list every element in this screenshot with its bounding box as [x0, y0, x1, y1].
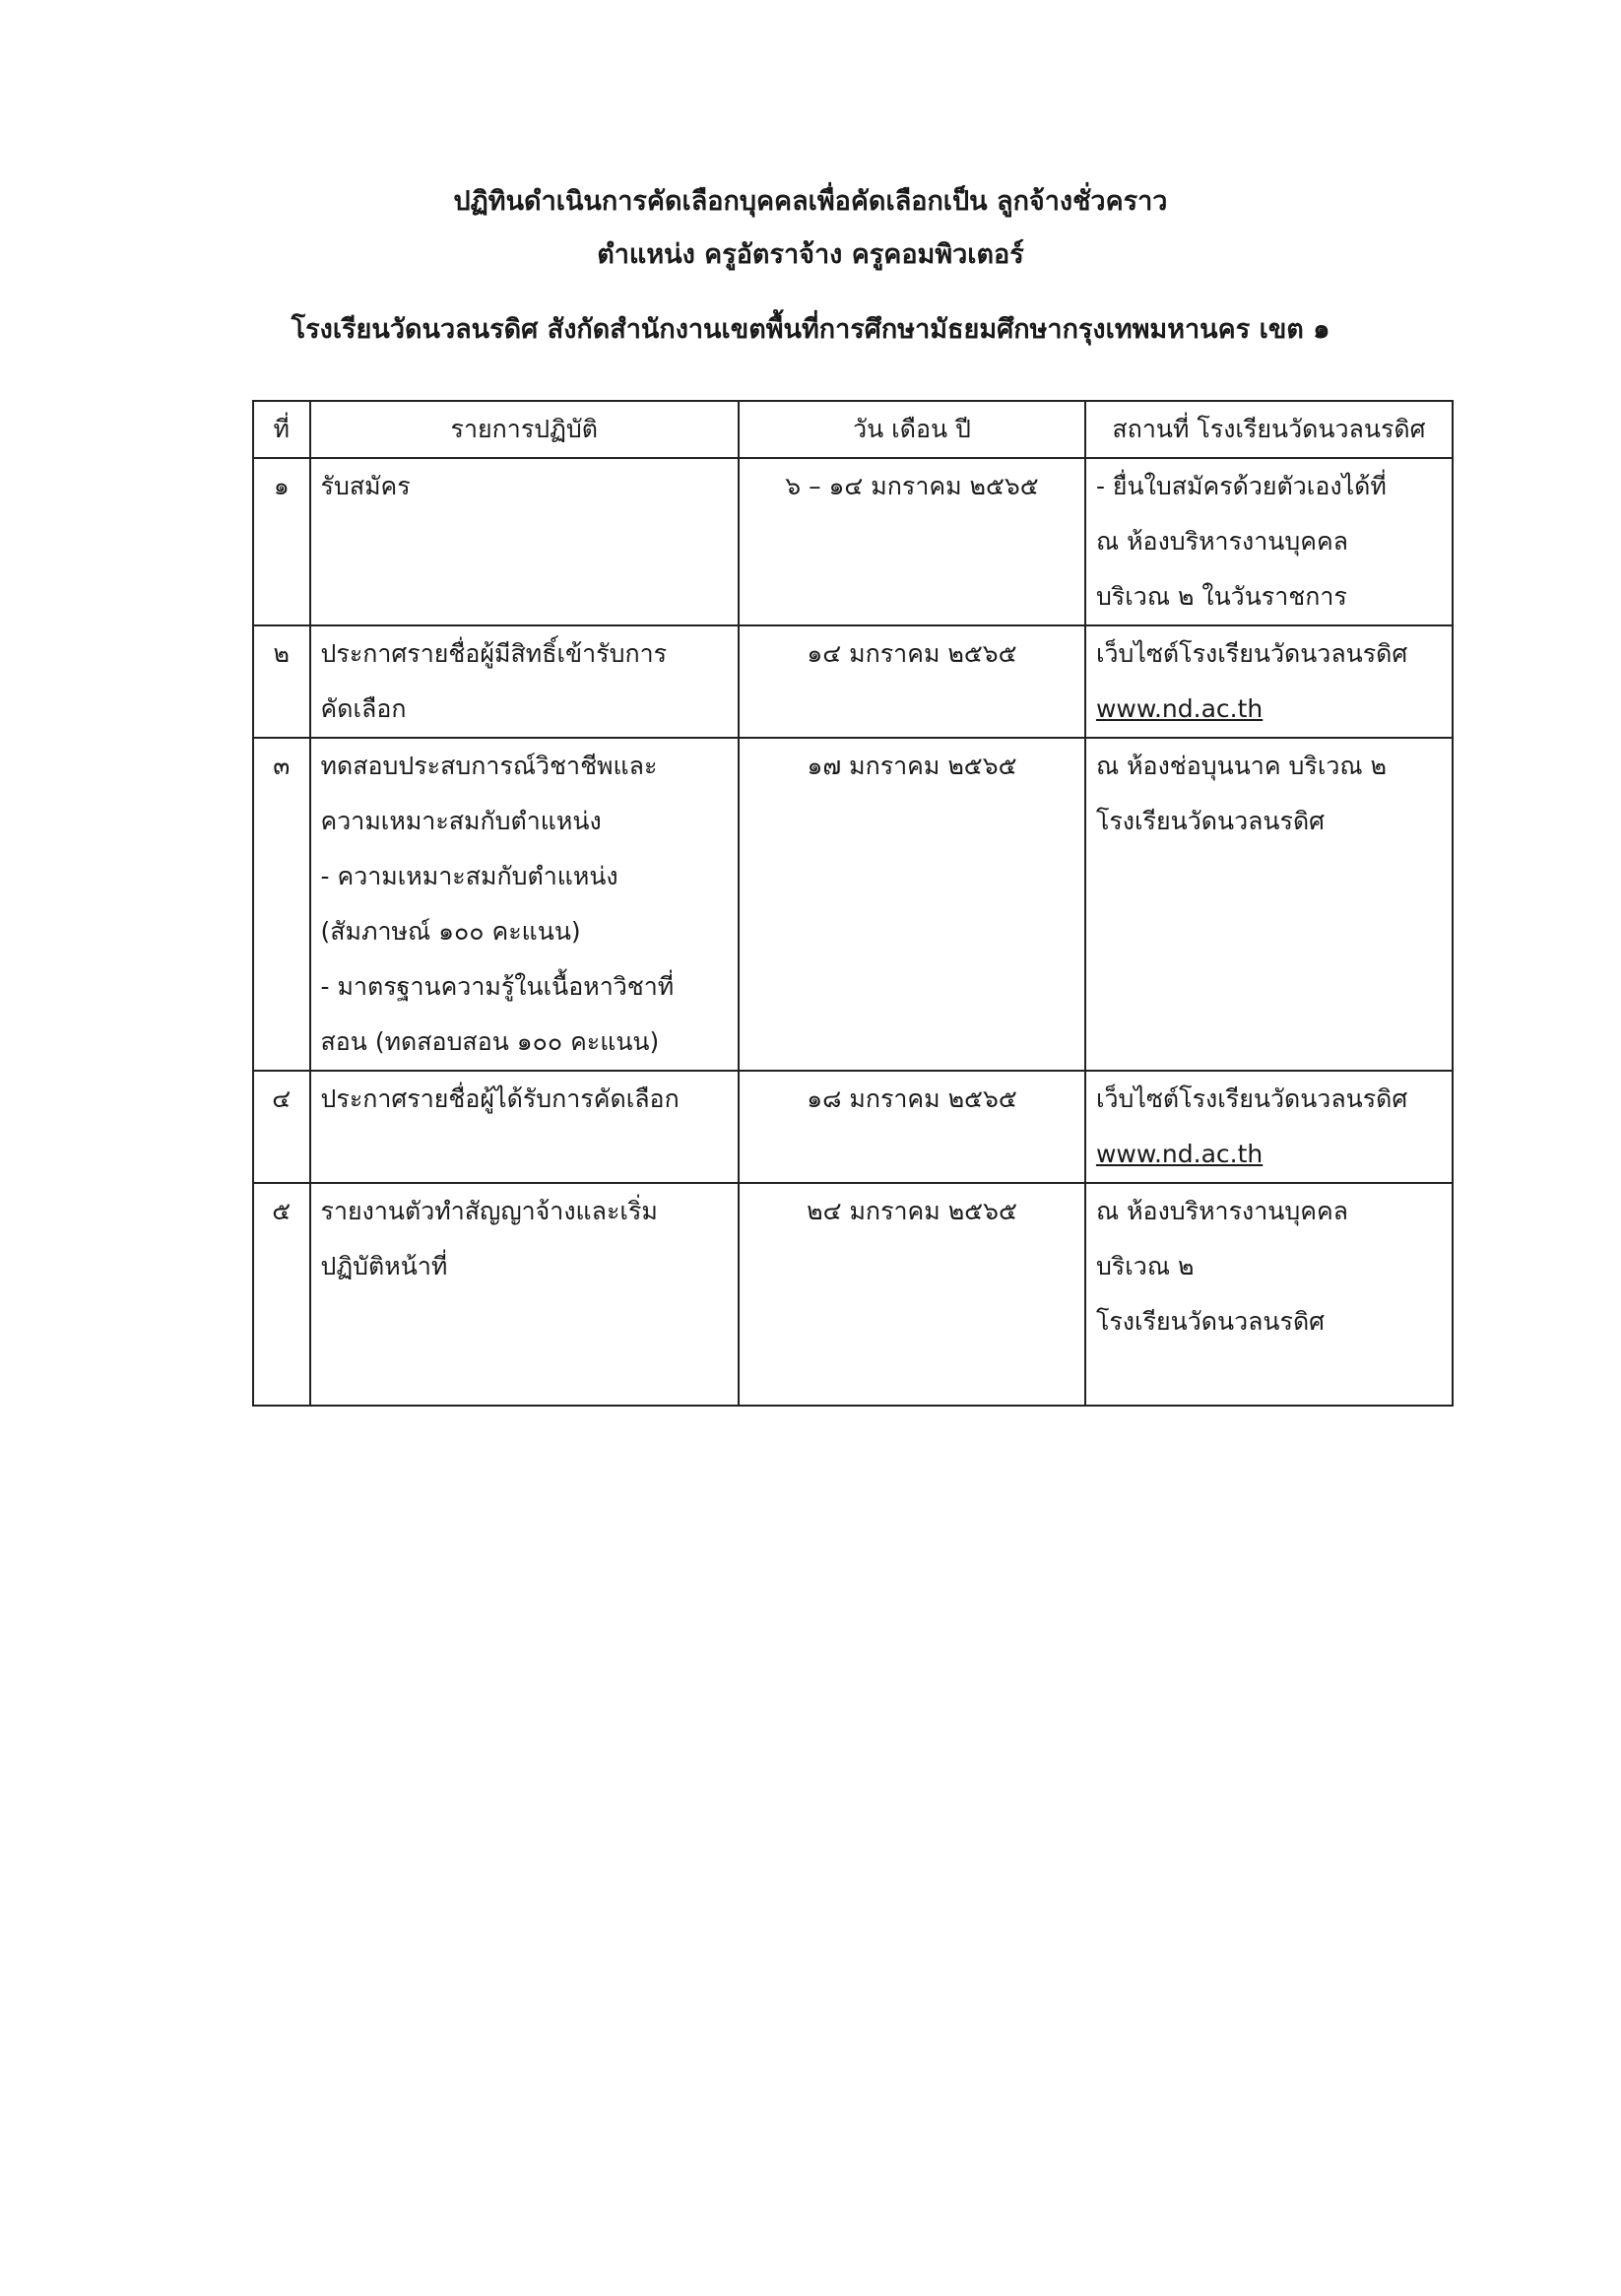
- place-line: โรงเรียนวัดนวลนรดิศ: [1095, 807, 1326, 835]
- header-no: ที่: [253, 401, 310, 458]
- header-date: วัน เดือน ปี: [739, 401, 1085, 458]
- row-place: [1085, 1071, 1453, 1183]
- header-place: สถานที่ โรงเรียนวัดนวลนรดิศ: [1085, 401, 1453, 458]
- task-line: ประกาศรายชื่อผู้ได้รับการคัดเลือก: [320, 1084, 680, 1113]
- school-affiliation: โรงเรียนวัดนวลนรดิศ สังกัดสำนักงานเขตพื้นที่การศึกษามัธยมศึกษากรุงเทพมหานคร เขต ๑: [291, 314, 1330, 345]
- row-number: ๕: [253, 1183, 310, 1406]
- place-line: บริเวณ ๒ ในวันราชการ: [1095, 582, 1347, 611]
- schedule-table: [252, 400, 1454, 1407]
- row-place: [1085, 458, 1453, 625]
- table-row: [253, 625, 1453, 738]
- row-number: ๓: [253, 738, 310, 1071]
- task-line: รับสมัคร: [320, 472, 411, 500]
- table-header-row: [253, 401, 1453, 458]
- document-title: ปฏิทินดำเนินการคัดเลือกบุคคลเพื่อคัดเลือกเป็น ลูกจ้างชั่วคราว: [453, 186, 1168, 217]
- task-line: ความเหมาะสมกับตำแหน่ง: [320, 807, 602, 835]
- website-link[interactable]: www.nd.ac.th: [1095, 1140, 1264, 1168]
- header-task: รายการปฏิบัติ: [310, 401, 740, 458]
- table-row: [253, 1071, 1453, 1183]
- place-line: เว็บไซต์โรงเรียนวัดนวลนรดิศ: [1095, 639, 1408, 668]
- row-number: ๑: [253, 458, 310, 625]
- place-line: - ยื่นใบสมัครด้วยตัวเองได้ที่: [1095, 472, 1387, 500]
- task-line: คัดเลือก: [320, 694, 407, 723]
- task-line: - ความเหมาะสมกับตำแหน่ง: [320, 862, 618, 890]
- task-line: รายงานตัวทำสัญญาจ้างและเริ่ม: [320, 1197, 658, 1225]
- row-date: ๖ – ๑๔ มกราคม ๒๕๖๕: [739, 458, 1085, 625]
- row-number: ๔: [253, 1071, 310, 1183]
- task-line: ปฏิบัติหน้าที่: [320, 1252, 448, 1280]
- row-task: [310, 458, 740, 625]
- row-place: [1085, 738, 1453, 1071]
- row-task: [310, 1183, 740, 1406]
- place-line: ณ ห้องช่อบุนนาค บริเวณ ๒: [1095, 752, 1388, 780]
- row-task: [310, 738, 740, 1071]
- task-line: สอน (ทดสอบสอน ๑๐๐ คะแนน): [320, 1027, 660, 1056]
- position-title: ตำแหน่ง ครูอัตราจ้าง ครูคอมพิวเตอร์: [597, 239, 1024, 270]
- place-line: บริเวณ ๒: [1095, 1252, 1195, 1280]
- task-line: ทดสอบประสบการณ์วิชาชีพและ: [320, 752, 658, 780]
- row-date: ๑๘ มกราคม ๒๕๖๕: [739, 1071, 1085, 1183]
- website-link[interactable]: www.nd.ac.th: [1095, 694, 1264, 723]
- row-date: ๑๔ มกราคม ๒๕๖๕: [739, 625, 1085, 738]
- place-line: ณ ห้องบริหารงานบุคคล: [1095, 1197, 1348, 1225]
- task-line: (สัมภาษณ์ ๑๐๐ คะแนน): [320, 917, 581, 946]
- row-date: ๒๔ มกราคม ๒๕๖๕: [739, 1183, 1085, 1406]
- task-line: - มาตรฐานความรู้ในเนื้อหาวิชาที่: [320, 972, 675, 1001]
- row-task: [310, 625, 740, 738]
- place-line: ณ ห้องบริหารงานบุคคล: [1095, 527, 1348, 556]
- table-row: [253, 738, 1453, 1071]
- row-task: [310, 1071, 740, 1183]
- row-place: [1085, 625, 1453, 738]
- table-row: [253, 1183, 1453, 1406]
- place-line: เว็บไซต์โรงเรียนวัดนวลนรดิศ: [1095, 1084, 1408, 1113]
- table-row: [253, 458, 1453, 625]
- place-line: โรงเรียนวัดนวลนรดิศ: [1095, 1307, 1326, 1336]
- row-place: [1085, 1183, 1453, 1406]
- task-line: ประกาศรายชื่อผู้มีสิทธิ์เข้ารับการ: [320, 639, 668, 668]
- row-date: ๑๗ มกราคม ๒๕๖๕: [739, 738, 1085, 1071]
- row-number: ๒: [253, 625, 310, 738]
